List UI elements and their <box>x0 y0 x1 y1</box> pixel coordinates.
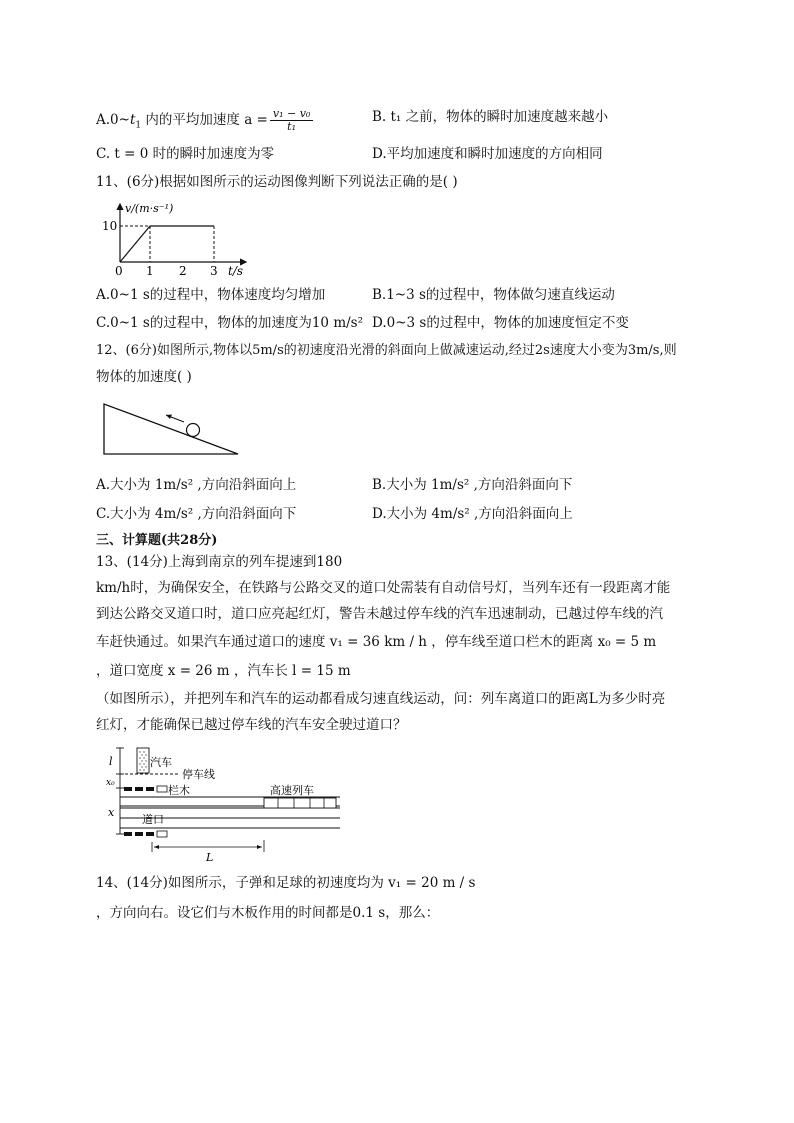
q10-option-a-fraction <box>270 108 313 133</box>
q11-option-a: A.0~1 s的过程中，物体速度均匀增加 <box>96 287 326 303</box>
q13-car <box>137 748 149 773</box>
q13-line6: （如图所示），并把列车和汽车的运动都看成匀速直线运动，问：列车离道口的距离L为多少时亮 <box>96 691 666 707</box>
q13-x-label: x <box>108 806 115 819</box>
q13-train <box>264 798 336 808</box>
q12-stem-line2: 物体的加速度( ) <box>96 369 192 385</box>
q10-fraction-denominator: t₁ <box>287 120 297 133</box>
q13-barrier-top <box>124 786 167 792</box>
q11-option-b: B.1~3 s的过程中，物体做匀速直线运动 <box>372 287 615 303</box>
q13-line7: 红灯，才能确保已越过停车线的汽车安全驶过道口？ <box>96 717 407 733</box>
q11-ramp-line <box>120 226 150 262</box>
q13-train-label: 高速列车 <box>270 784 314 797</box>
q12-stem-line1: 12、(6分)如图所示,物体以5m/s的初速度沿光滑的斜面向上做减速运动,经过2s速度大小变为3m/s,则 <box>96 343 677 358</box>
q11-stem: 11、(6分)根据如图所示的运动图像判断下列说法正确的是( ) <box>96 174 458 190</box>
q10-option-c: C. t = 0 时的瞬时加速度为零 <box>96 146 275 162</box>
q11-y-tick: 10 <box>102 219 118 233</box>
q13-car-label: 汽车 <box>150 756 172 769</box>
q13-crossing-diagram <box>104 744 344 864</box>
q13-line4: 车赶快通过。如果汽车通过道口的速度 v₁ = 36 km / h ，停车线至道口栏木的距离 x₀ = 5 m <box>96 634 657 650</box>
q12-incline <box>104 404 238 454</box>
q13-line2: km/h时，为确保安全，在铁路与公路交叉的道口处需装有自动信号灯，当列车还有一段距离才能 <box>96 580 671 596</box>
q11-x-tick: 3 <box>210 264 218 278</box>
q13-L-arrowhead <box>257 845 262 849</box>
q12-option-c: C.大小为 4m/s² ,方向沿斜面向下 <box>96 506 297 522</box>
q12-incline-diagram <box>96 398 246 460</box>
q11-x-label: t/s <box>228 264 244 278</box>
q11-y-label: v/(m·s⁻¹) <box>125 202 174 215</box>
q10-option-a-t: t <box>129 112 136 128</box>
q10-option-a-sub: 1 <box>135 120 142 131</box>
q11-x-tick: 2 <box>179 264 187 278</box>
q14-line2: ，方向向右。设它们与木板作用的时间都是0.1 s，那么： <box>96 905 440 921</box>
q11-option-c: C.0~1 s的过程中，物体的加速度为10 m/s² <box>96 315 364 331</box>
q10-option-b: B. t₁ 之前，物体的瞬时加速度越来越小 <box>372 109 609 125</box>
q13-L-arrowhead <box>154 845 159 849</box>
section3-heading: 三、计算题(共28分) <box>96 533 218 548</box>
q10-option-d: D.平均加速度和瞬时加速度的方向相同 <box>372 146 603 162</box>
q14-line1: 14、(14分)如图所示，子弹和足球的初速度均为 v₁ = 20 m / s <box>96 875 476 891</box>
q13-crossing-label: 道口 <box>142 813 164 826</box>
q13-line1: 13、(14分)上海到南京的列车提速到180 <box>96 554 343 570</box>
q13-line5: ，道口宽度 x = 26 m ，汽车长 l = 15 m <box>96 663 351 679</box>
q10-option-a <box>96 108 315 135</box>
q12-option-d: D.大小为 4m/s² ,方向沿斜面向上 <box>372 506 573 522</box>
q10-option-a-prefix: A.0~ <box>96 112 130 128</box>
q10-fraction-numerator: v₁ − v₀ <box>270 108 313 121</box>
q12-ball <box>187 424 200 437</box>
q13-x0-label: x₀ <box>106 778 115 788</box>
q13-barrier-label: 栏木 <box>168 784 190 797</box>
q13-barrier-bottom <box>124 831 167 837</box>
q11-x-tick: 1 <box>146 264 154 278</box>
q11-origin: 0 <box>115 264 123 278</box>
q13-line3: 到达公路交叉道口时，道口应亮起红灯，警告未越过停车线的汽车迅速制动，已越过停车线的汽 <box>96 606 663 622</box>
q13-L-label: L <box>206 851 214 864</box>
q12-option-b: B.大小为 1m/s² ,方向沿斜面向下 <box>372 477 573 493</box>
q11-option-d: D.0~3 s的过程中，物体的加速度恒定不变 <box>372 315 629 331</box>
q13-l-label: l <box>109 755 113 768</box>
q13-stop-line-label: 停车线 <box>182 768 215 781</box>
q11-velocity-time-graph <box>96 198 266 280</box>
q10-option-a-mid: 内的平均加速度 a = <box>141 112 268 128</box>
q12-option-a: A.大小为 1m/s² ,方向沿斜面向上 <box>96 477 297 493</box>
